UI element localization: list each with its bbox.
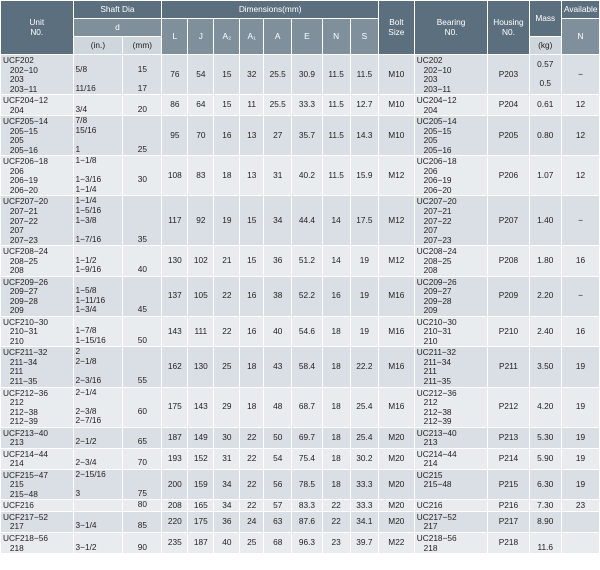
header-col-N: N: [322, 19, 350, 55]
unit-cell: UCF214−44 214: [1, 448, 74, 469]
housing-cell: P216: [488, 500, 529, 512]
dim-A1-cell: 15: [240, 196, 264, 246]
dim-N-cell: 11.5: [322, 156, 350, 196]
shaft-mm-cell: 85: [123, 511, 162, 532]
dim-E-cell: 40.2: [292, 156, 322, 196]
bolt-size-cell: M10: [378, 116, 414, 156]
dim-L-cell: 235: [162, 532, 188, 553]
dim-A2-cell: 25: [214, 347, 240, 387]
housing-cell: P211: [488, 347, 529, 387]
available-cell: 19: [561, 347, 599, 387]
dim-S-cell: 14.3: [350, 116, 378, 156]
dim-L-cell: 130: [162, 246, 188, 277]
available-cell: 12: [561, 156, 599, 196]
dim-A-cell: 57: [264, 500, 292, 512]
dim-N-cell: 18: [322, 316, 350, 347]
available-cell: 12: [561, 116, 599, 156]
dim-E-cell: 69.7: [292, 427, 322, 448]
bolt-size-cell: M10: [378, 95, 414, 116]
dim-A1-cell: 18: [240, 387, 264, 427]
dim-E-cell: 51.2: [292, 246, 322, 277]
dim-J-cell: 102: [188, 246, 214, 277]
dim-A2-cell: 21: [214, 246, 240, 277]
dim-A1-cell: 16: [240, 276, 264, 316]
dim-A2-cell: 19: [214, 196, 240, 246]
dim-J-cell: 83: [188, 156, 214, 196]
table-row: [1, 116, 600, 156]
mass-cell: 1.40: [529, 196, 561, 246]
dim-S-cell: 39.7: [350, 532, 378, 553]
mass-cell: 1.07: [529, 156, 561, 196]
dim-A1-cell: 16: [240, 316, 264, 347]
bearing-cell: UC205−14 205−15 205 205−16: [414, 116, 488, 156]
dim-L-cell: 143: [162, 316, 188, 347]
bolt-size-cell: M10: [378, 55, 414, 95]
dim-S-cell: 11.5: [350, 55, 378, 95]
dim-L-cell: 208: [162, 500, 188, 512]
header-shaft-dia: Shaft Dia: [73, 1, 162, 19]
shaft-inch-cell: 1−1/4 1−5/16 1−3/8 1−7/16: [73, 196, 123, 246]
dim-A-cell: 56: [264, 469, 292, 500]
available-cell: −: [561, 196, 599, 246]
table-row: [1, 276, 600, 316]
mass-cell: 0.57 0.5: [529, 55, 561, 95]
shaft-inch-cell: [73, 500, 123, 512]
dim-L-cell: 117: [162, 196, 188, 246]
unit-cell: UCF202 202−10 203 203−11: [1, 55, 74, 95]
dim-L-cell: 200: [162, 469, 188, 500]
dim-A-cell: 48: [264, 387, 292, 427]
dim-A-cell: 68: [264, 532, 292, 553]
unit-cell: UCF210−30 210−31 210: [1, 316, 74, 347]
dim-A-cell: 40: [264, 316, 292, 347]
header-col-A: A: [264, 19, 292, 55]
bolt-size-cell: M20: [378, 511, 414, 532]
shaft-inch-cell: 1−5/8 1−11/16 1−3/4: [73, 276, 123, 316]
housing-cell: P209: [488, 276, 529, 316]
housing-cell: P210: [488, 316, 529, 347]
dim-A2-cell: 22: [214, 316, 240, 347]
dim-J-cell: 152: [188, 448, 214, 469]
dim-A1-cell: 25: [240, 532, 264, 553]
unit-cell: UCF212−36 212 212−38 212−39: [1, 387, 74, 427]
dim-A-cell: 36: [264, 246, 292, 277]
table-row: [1, 448, 600, 469]
shaft-mm-cell: 35: [123, 196, 162, 246]
dim-E-cell: 54.6: [292, 316, 322, 347]
shaft-mm-cell: 40: [123, 246, 162, 277]
header-col-J: J: [188, 19, 214, 55]
dim-J-cell: 92: [188, 196, 214, 246]
dim-N-cell: 18: [322, 387, 350, 427]
header-mass-unit: (kg): [529, 37, 561, 55]
dim-A1-cell: 18: [240, 347, 264, 387]
dim-J-cell: 64: [188, 95, 214, 116]
shaft-mm-cell: 75: [123, 469, 162, 500]
mass-cell: 0.61: [529, 95, 561, 116]
dim-S-cell: 22.2: [350, 347, 378, 387]
dim-A-cell: 34: [264, 196, 292, 246]
dim-S-cell: 34.1: [350, 511, 378, 532]
dim-A1-cell: 24: [240, 511, 264, 532]
mass-cell: 4.20: [529, 387, 561, 427]
shaft-inch-cell: 2−3/4: [73, 448, 123, 469]
dim-A-cell: 54: [264, 448, 292, 469]
dim-E-cell: 35.7: [292, 116, 322, 156]
table-row: [1, 427, 600, 448]
available-cell: −: [561, 276, 599, 316]
dim-E-cell: 52.2: [292, 276, 322, 316]
dim-S-cell: 33.3: [350, 500, 378, 512]
dim-L-cell: 76: [162, 55, 188, 95]
bearing-cell: UC211−32 211−34 211 211−35: [414, 347, 488, 387]
header-d: d: [73, 19, 162, 37]
table-row: [1, 156, 600, 196]
housing-cell: P215: [488, 469, 529, 500]
shaft-inch-cell: 2−15/16 3: [73, 469, 123, 500]
mass-cell: 2.20: [529, 276, 561, 316]
header-mass: Mass: [529, 1, 561, 37]
header-available-n: N: [561, 19, 599, 55]
dim-L-cell: 193: [162, 448, 188, 469]
dim-S-cell: 30.2: [350, 448, 378, 469]
dim-S-cell: 25.4: [350, 387, 378, 427]
dim-A2-cell: 15: [214, 55, 240, 95]
housing-cell: P207: [488, 196, 529, 246]
shaft-inch-cell: 3−1/2: [73, 532, 123, 553]
dim-A-cell: 25.5: [264, 95, 292, 116]
dim-A1-cell: 13: [240, 156, 264, 196]
header-housing: Housing N0.: [488, 1, 529, 55]
bearing-cell: UC212−36 212 212−38 212−39: [414, 387, 488, 427]
unit-cell: UCF213−40 213: [1, 427, 74, 448]
housing-cell: P218: [488, 532, 529, 553]
dim-A2-cell: 30: [214, 427, 240, 448]
header-mm: (mm): [123, 37, 162, 55]
mass-cell: 6.30: [529, 469, 561, 500]
dim-A1-cell: 22: [240, 469, 264, 500]
bearing-cell: UC209−26 209−27 209−28 209: [414, 276, 488, 316]
header-col-L: L: [162, 19, 188, 55]
dim-A2-cell: 18: [214, 156, 240, 196]
dim-N-cell: 11.5: [322, 55, 350, 95]
shaft-inch-cell: 2−1/4 2−3/8 2−7/16: [73, 387, 123, 427]
dim-A1-cell: 22: [240, 448, 264, 469]
dim-E-cell: 78.5: [292, 469, 322, 500]
dim-J-cell: 159: [188, 469, 214, 500]
dim-J-cell: 130: [188, 347, 214, 387]
dim-A1-cell: 15: [240, 246, 264, 277]
dim-L-cell: 95: [162, 116, 188, 156]
available-cell: 19: [561, 387, 599, 427]
shaft-mm-cell: 55: [123, 347, 162, 387]
dim-N-cell: 16: [322, 276, 350, 316]
unit-cell: UCF215−47 215 215−48: [1, 469, 74, 500]
bearing-cell: UC218−56 218: [414, 532, 488, 553]
dim-A2-cell: 31: [214, 448, 240, 469]
housing-cell: P205: [488, 116, 529, 156]
unit-cell: UCF211−32 211−34 211 211−35: [1, 347, 74, 387]
mass-cell: 5.30: [529, 427, 561, 448]
bearing-cell: UC202 202−10 203 203−11: [414, 55, 488, 95]
dim-A1-cell: 32: [240, 55, 264, 95]
dim-A-cell: 43: [264, 347, 292, 387]
bolt-size-cell: M20: [378, 448, 414, 469]
dim-S-cell: 19: [350, 316, 378, 347]
available-cell: 19: [561, 469, 599, 500]
bearing-cell: UC208−24 208−25 208: [414, 246, 488, 277]
dim-N-cell: 18: [322, 448, 350, 469]
dim-A-cell: 31: [264, 156, 292, 196]
housing-cell: P203: [488, 55, 529, 95]
available-cell: [561, 511, 599, 532]
dim-N-cell: 18: [322, 469, 350, 500]
table-row: [1, 511, 600, 532]
shaft-inch-cell: 1−7/8 1−15/16: [73, 316, 123, 347]
shaft-inch-cell: 2 2−1/8 2−3/16: [73, 347, 123, 387]
available-cell: −: [561, 55, 599, 95]
dim-N-cell: 22: [322, 511, 350, 532]
shaft-mm-cell: 65: [123, 427, 162, 448]
dim-E-cell: 83.3: [292, 500, 322, 512]
shaft-mm-cell: 15 17: [123, 55, 162, 95]
dim-A2-cell: 40: [214, 532, 240, 553]
table-row: [1, 55, 600, 95]
dim-N-cell: 18: [322, 347, 350, 387]
unit-cell: UCF207−20 207−21 207−22 207 207−23: [1, 196, 74, 246]
dim-J-cell: 111: [188, 316, 214, 347]
housing-cell: P217: [488, 511, 529, 532]
dim-J-cell: 149: [188, 427, 214, 448]
table-body: [1, 55, 600, 554]
dim-J-cell: 143: [188, 387, 214, 427]
dim-A1-cell: 22: [240, 500, 264, 512]
mass-cell: 2.40: [529, 316, 561, 347]
bearing-cell: UC214−44 214: [414, 448, 488, 469]
bolt-size-cell: M20: [378, 427, 414, 448]
dim-E-cell: 30.9: [292, 55, 322, 95]
available-cell: [561, 532, 599, 553]
header-col-S: S: [350, 19, 378, 55]
header-col-E: E: [292, 19, 322, 55]
dim-E-cell: 68.7: [292, 387, 322, 427]
mass-cell: 7.30: [529, 500, 561, 512]
bolt-size-cell: M12: [378, 246, 414, 277]
table-row: [1, 196, 600, 246]
bearing-cell: UC215 215−48: [414, 469, 488, 500]
dim-A-cell: 63: [264, 511, 292, 532]
dim-A-cell: 27: [264, 116, 292, 156]
dim-A1-cell: 11: [240, 95, 264, 116]
bolt-size-cell: M20: [378, 469, 414, 500]
bearing-cell: UC207−20 207−21 207−22 207 207−23: [414, 196, 488, 246]
header-bearing: Bearing N0.: [414, 1, 488, 55]
dim-N-cell: 23: [322, 532, 350, 553]
dim-L-cell: 220: [162, 511, 188, 532]
shaft-mm-cell: 45: [123, 276, 162, 316]
dim-A-cell: 50: [264, 427, 292, 448]
available-cell: 19: [561, 427, 599, 448]
shaft-mm-cell: 70: [123, 448, 162, 469]
mass-cell: 0.80: [529, 116, 561, 156]
dim-J-cell: 175: [188, 511, 214, 532]
bearing-cell: UC217−52 217: [414, 511, 488, 532]
shaft-inch-cell: 7/8 15/16 1: [73, 116, 123, 156]
shaft-inch-cell: 2−1/2: [73, 427, 123, 448]
bolt-size-cell: M12: [378, 156, 414, 196]
mass-cell: 5.90: [529, 448, 561, 469]
dim-J-cell: 70: [188, 116, 214, 156]
table-row: [1, 500, 600, 512]
bolt-size-cell: M20: [378, 500, 414, 512]
dim-E-cell: 75.4: [292, 448, 322, 469]
mass-cell: 8.90: [529, 511, 561, 532]
shaft-mm-cell: 90: [123, 532, 162, 553]
dim-L-cell: 86: [162, 95, 188, 116]
bearing-cell: UC206−18 206 206−19 206−20: [414, 156, 488, 196]
dim-N-cell: 14: [322, 246, 350, 277]
dim-L-cell: 137: [162, 276, 188, 316]
dim-N-cell: 18: [322, 427, 350, 448]
table-row: [1, 387, 600, 427]
dim-N-cell: 11.5: [322, 95, 350, 116]
dim-L-cell: 175: [162, 387, 188, 427]
dim-N-cell: 22: [322, 500, 350, 512]
dim-E-cell: 87.6: [292, 511, 322, 532]
shaft-mm-cell: 80: [123, 500, 162, 512]
bearing-cell: UC210−30 210−31 210: [414, 316, 488, 347]
shaft-mm-cell: 50: [123, 316, 162, 347]
dim-E-cell: 58.4: [292, 347, 322, 387]
unit-cell: UCF208−24 208−25 208: [1, 246, 74, 277]
dim-S-cell: 33.3: [350, 469, 378, 500]
table-row: [1, 246, 600, 277]
dim-J-cell: 187: [188, 532, 214, 553]
bolt-size-cell: M16: [378, 276, 414, 316]
dim-A-cell: 38: [264, 276, 292, 316]
available-cell: 16: [561, 246, 599, 277]
housing-cell: P213: [488, 427, 529, 448]
table-row: [1, 532, 600, 553]
housing-cell: P214: [488, 448, 529, 469]
unit-cell: UCF209−26 209−27 209−28 209: [1, 276, 74, 316]
bolt-size-cell: M12: [378, 196, 414, 246]
dim-S-cell: 19: [350, 246, 378, 277]
unit-cell: UCF204−12 204: [1, 95, 74, 116]
available-cell: 12: [561, 95, 599, 116]
shaft-inch-cell: 5/8 11/16: [73, 55, 123, 95]
bearing-cell: UC204−12 204: [414, 95, 488, 116]
shaft-inch-cell: 3−1/4: [73, 511, 123, 532]
shaft-mm-cell: 25: [123, 116, 162, 156]
housing-cell: P204: [488, 95, 529, 116]
unit-cell: UCF218−56 218: [1, 532, 74, 553]
housing-cell: P206: [488, 156, 529, 196]
bearing-cell: UC213−40 213: [414, 427, 488, 448]
housing-cell: P212: [488, 387, 529, 427]
dim-J-cell: 54: [188, 55, 214, 95]
table-row: [1, 95, 600, 116]
bolt-size-cell: M16: [378, 347, 414, 387]
available-cell: 16: [561, 316, 599, 347]
dim-E-cell: 44.4: [292, 196, 322, 246]
shaft-mm-cell: 30: [123, 156, 162, 196]
unit-cell: UCF216: [1, 500, 74, 512]
bearing-cell: UC216: [414, 500, 488, 512]
dim-S-cell: 15.9: [350, 156, 378, 196]
dim-L-cell: 187: [162, 427, 188, 448]
mass-cell: 11.6: [529, 532, 561, 553]
dim-A2-cell: 34: [214, 469, 240, 500]
bolt-size-cell: M16: [378, 316, 414, 347]
header-dimensions: Dimensions(mm): [162, 1, 379, 19]
dim-A1-cell: 22: [240, 427, 264, 448]
dim-A2-cell: 36: [214, 511, 240, 532]
table-row: [1, 316, 600, 347]
dim-A2-cell: 16: [214, 116, 240, 156]
header-available: Available: [561, 1, 599, 19]
dim-A2-cell: 15: [214, 95, 240, 116]
shaft-mm-cell: 60: [123, 387, 162, 427]
dim-N-cell: 14: [322, 196, 350, 246]
unit-cell: UCF205−14 205−15 205 205−16: [1, 116, 74, 156]
dim-S-cell: 19: [350, 276, 378, 316]
dim-L-cell: 108: [162, 156, 188, 196]
header-col-A1: A₁: [240, 19, 264, 55]
dim-A1-cell: 13: [240, 116, 264, 156]
dim-L-cell: 162: [162, 347, 188, 387]
mass-cell: 1.80: [529, 246, 561, 277]
unit-cell: UCF217−52 217: [1, 511, 74, 532]
shaft-inch-cell: 1−1/2 1−9/16: [73, 246, 123, 277]
dim-E-cell: 33.3: [292, 95, 322, 116]
dim-N-cell: 11.5: [322, 116, 350, 156]
unit-cell: UCF206−18 206 206−19 206−20: [1, 156, 74, 196]
dim-A2-cell: 34: [214, 500, 240, 512]
shaft-inch-cell: 3/4: [73, 95, 123, 116]
dim-J-cell: 165: [188, 500, 214, 512]
bolt-size-cell: M22: [378, 532, 414, 553]
dim-A2-cell: 29: [214, 387, 240, 427]
header-col-A2: A₂: [214, 19, 240, 55]
table-row: [1, 347, 600, 387]
dim-A2-cell: 22: [214, 276, 240, 316]
table-row: [1, 469, 600, 500]
header-unit: Unit N0.: [1, 1, 74, 55]
shaft-mm-cell: 20: [123, 95, 162, 116]
dim-S-cell: 25.4: [350, 427, 378, 448]
dim-J-cell: 105: [188, 276, 214, 316]
header-bolt-size: Bolt Size: [378, 1, 414, 55]
dim-S-cell: 17.5: [350, 196, 378, 246]
housing-cell: P208: [488, 246, 529, 277]
bolt-size-cell: M16: [378, 387, 414, 427]
dim-A-cell: 25.5: [264, 55, 292, 95]
dim-E-cell: 96.3: [292, 532, 322, 553]
dim-S-cell: 12.7: [350, 95, 378, 116]
shaft-inch-cell: 1−1/8 1−3/16 1−1/4: [73, 156, 123, 196]
available-cell: 19: [561, 448, 599, 469]
available-cell: 23: [561, 500, 599, 512]
mass-cell: 3.50: [529, 347, 561, 387]
header-inch: (in.): [73, 37, 123, 55]
